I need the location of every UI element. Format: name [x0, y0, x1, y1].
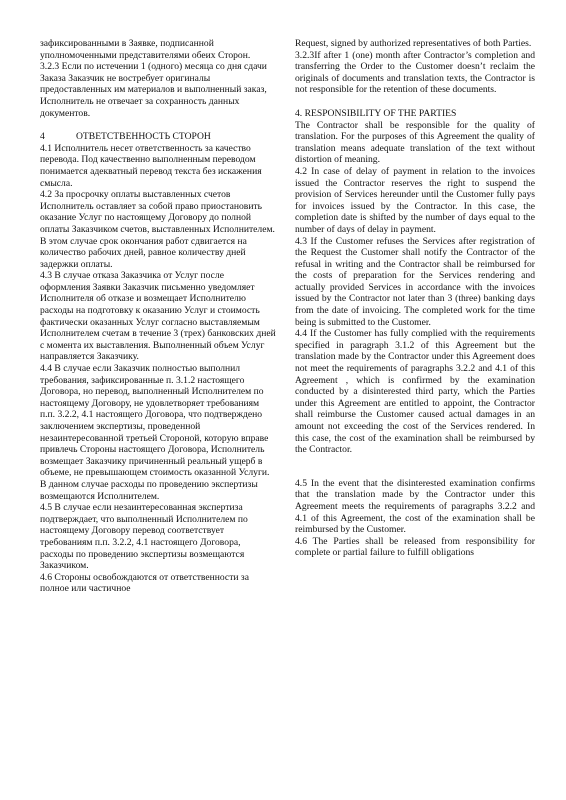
en-paragraph-4-5: 4.5 In the event that the disinterested examination confirms that the translation made by the Contractor under this Agreement meets the requirements of paragraphs 3.2.2 and 4.1 of this Agreement, the cost of the examination shall be reimbursed by the Customer. — [295, 477, 535, 536]
ru-paragraph-4-6: 4.6 Стороны освобождаются от ответственности за полное или частичное — [40, 571, 249, 595]
ru-paragraph-4-5: 4.5 В случае если незаинтересованная экспертиза подтверждает, что выполненный Исполнителем по настоящему Договору перевод соответствует требованиям п.п. 3.2.2, 4.1 настоящего Договора, расходы по проведению экспертизы возмещаются Заказчиком. — [40, 502, 248, 572]
en-paragraph-4-6: 4.6 The Parties shall be released from responsibility for complete or partial failure to fulfill obligations — [295, 535, 535, 559]
ru-paragraph-4-2: 4.2 За просрочку оплаты выставленных счетов Исполнитель оставляет за собой право приостановить оказание Услуг по настоящему Договору до полной оплаты Заказчиком счетов, выставленных Исполнителем. В этом случае срок окончания работ сдвигается на количество рабочих дней, равное количеству дней задержки оплаты. — [40, 189, 275, 270]
en-paragraph-4-3: 4.3 If the Customer refuses the Services after registration of the Request the Customer shall notify the Contractor of the refusal in writing and the Contractor shall be reimbursed for the costs of preparation for the Services rendering and actually provided Services in accordance with the invoices issued by the Contractor not later than 3 (three) banking days from the date of invoicing. The completed work for the time being is submitted to the Customer. — [295, 235, 535, 328]
en-paragraph-4-2: 4.2 In case of delay of payment in relation to the invoices issued the Contractor reserves the right to suspend the provision of Services hereunder until the Customer fully pays for invoices issued by the Contractor. In this case, the completion date is shifted by the number of days equal to the number of days of delay in payment. — [295, 165, 535, 235]
english-column — [295, 38, 535, 559]
ru-paragraph-3-2-3: 3.2.3 Если по истечении 1 (одного) месяца со дня сдачи Заказа Заказчик не востребует оригиналы предоставленных им материалов и выполненный заказ, Исполнитель не отвечает за сохранность данных документов. — [40, 61, 267, 119]
ru-paragraph-4-4: 4.4 В случае если Заказчик полностью выполнил требования, зафиксированные п. 3.1.2 настоящего Договора, но перевод, выполненный Исполнителем по настоящему Договору, не удовлетворяет требованиям п.п. 3.2.2, 4.1 настоящего Договора, что подтверждено заключением экспертизы, проведенной незаинтересованной третьей Стороной, которую вправе привлечь Стороны настоящего Договора, Исполнитель возмещает Заказчику причиненный реальный ущерб в объеме, не превышающем стоимость оказанной Услуги. В данном случае расходы по проведению экспертизы возмещаются Исполнителем. — [40, 363, 270, 502]
ru-paragraph-4-3: 4.3 В случае отказа Заказчика от Услуг после оформления Заявки Заказчик письменно уведомляет Исполнителя об отказе и возмещает Исполнителю расходы на подготовку к оказанию Услуг и стоимость фактически оказанных Услуг согласно выставляемым Исполнителем счетам в течение 3 (трех) банковских дней с момента их выставления. Выполненный объем Услуг направляется Заказчику. — [40, 270, 276, 363]
russian-column — [40, 38, 276, 595]
ru-section-heading — [40, 131, 276, 143]
en-paragraph-4-1: The Contractor shall be responsible for the quality of translation. For the purposes of this Agreement the quality of translation means adequate translation of the text without distortion of meaning. — [295, 119, 535, 166]
ru-section-number: 4 — [40, 131, 45, 143]
ru-paragraph-4-1: 4.1 Исполнитель несет ответственность за качество перевода. Под качественно выполненным переводом понимается адекватный перевод текста без искажения смысла. — [40, 142, 262, 189]
en-section-title: 4. RESPONSIBILITY OF THE PARTIES — [295, 107, 457, 119]
en-top-text: Request, signed by authorized representatives of both Parties. — [295, 38, 532, 49]
ru-section-title: ОТВЕТСТВЕННОСТЬ СТОРОН — [76, 131, 211, 143]
en-paragraph-4-4: 4.4 If the Customer has fully complied with the requirements specified in paragraph 3.1.2 of this Agreement but the translation made by the Contractor under this Agreement does not meet the requirements of paragraphs 3.2.2 and 4.1 of this Agreement , which is confirmed by the examination conducted by a disinterested third party, which the Parties under this Agreement are entitled to appoint, the Contractor shall reimburse the Customer caused actual damages in an amount not exceeding the cost of the Services rendered. In this case, the cost of the examination shall be reimbursed by the Contractor. — [295, 328, 535, 456]
ru-top-text: зафиксированными в Заявке, подписанной уполномоченными представителями обеих Сторон. — [40, 38, 251, 61]
en-paragraph-3-2-3: 3.2.3If after 1 (one) month after Contractor’s completion and transferring the Order to the Customer doesn’t reclaim the originals of documents and translation texts, the Contractor is not responsible for the retention of these documents. — [295, 49, 535, 96]
